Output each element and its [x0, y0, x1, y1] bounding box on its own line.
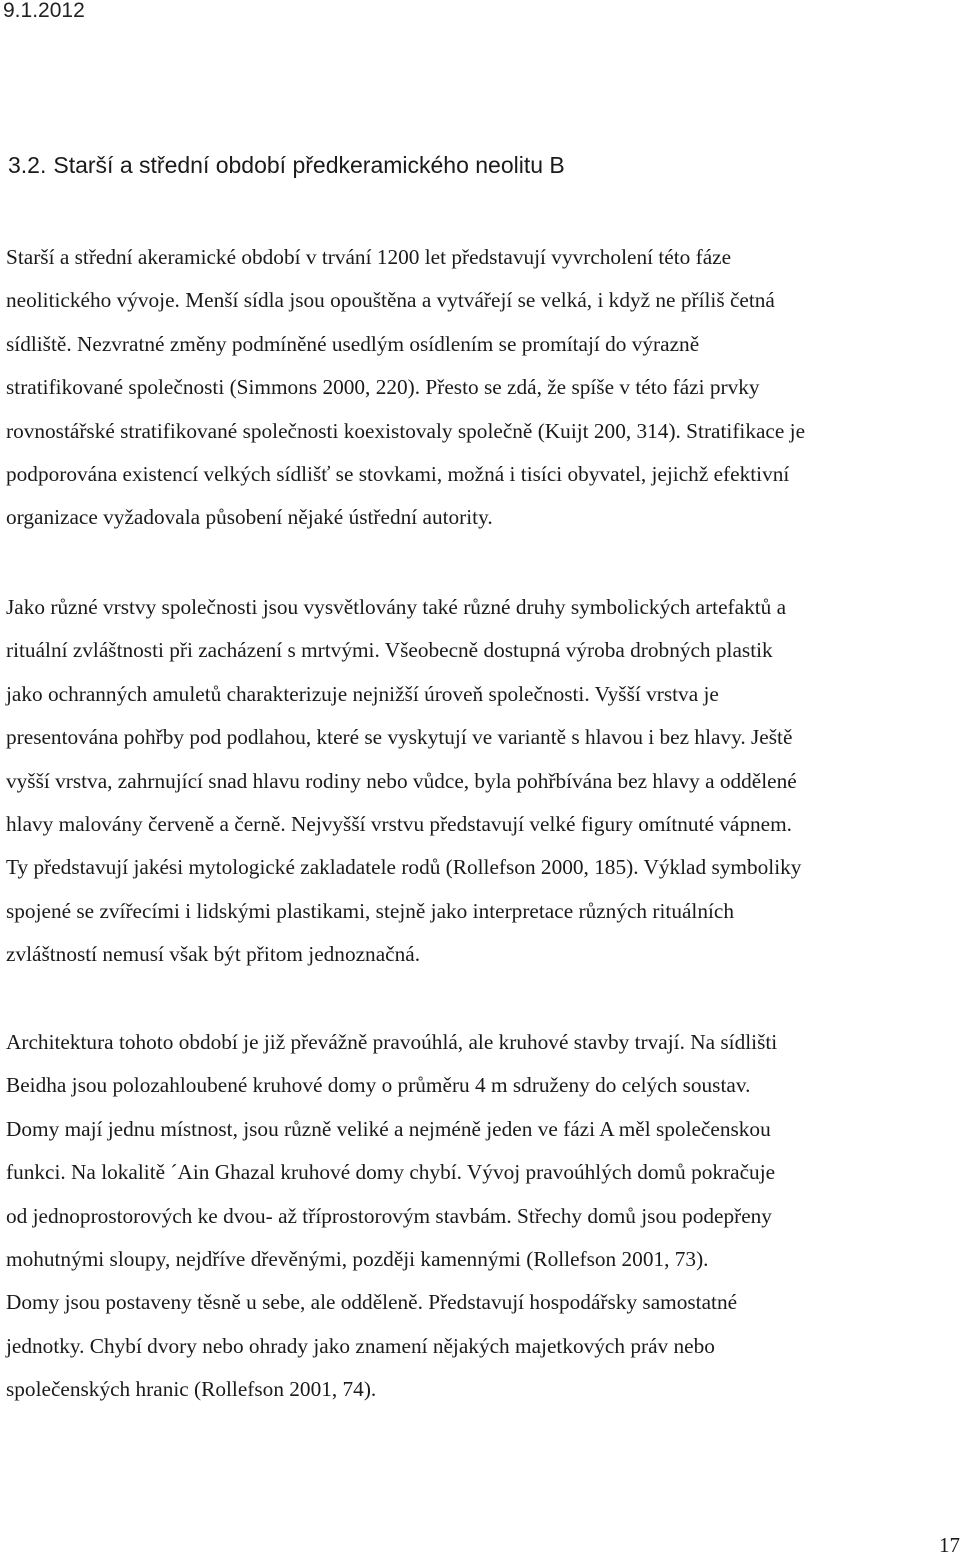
text-line: jako ochranných amuletů charakterizuje nejnižší úroveň společnosti. Vyšší vrstva je: [6, 681, 719, 706]
section-number: 3.2.: [8, 152, 47, 178]
text-line: jednotky. Chybí dvory nebo ohrady jako znamení nějakých majetkových práv nebo: [6, 1333, 715, 1358]
text-line: Domy jsou postaveny těsně u sebe, ale odděleně. Představují hospodářsky samostatné: [6, 1290, 738, 1315]
text-line: podporována existencí velkých sídlišť se stovkami, možná i tisíci obyvatel, jejichž efektivní: [6, 462, 790, 487]
text-line: organizace vyžadovala působení nějaké ústřední autority.: [6, 505, 493, 530]
paragraph-2: [6, 586, 956, 977]
text-line: spojené se zvířecími i lidskými plastikami, stejně jako interpretace různých rituálních: [6, 898, 735, 923]
text-line: od jednoprostorových ke dvou- až tříprostorovým stavbám. Střechy domů jsou podepřeny: [6, 1203, 772, 1228]
document-date: 9.1.2012: [3, 0, 85, 22]
text-line: sídliště. Nezvratné změny podmíněné usedlým osídlením se promítají do výrazně: [6, 331, 700, 356]
text-line: neolitického vývoje. Menší sídla jsou opouštěna a vytvářejí se velká, i když ne příliš četná: [6, 288, 775, 313]
text-line: hlavy malovány červeně a černě. Nejvyšší vrstvu představují velké figury omítnuté vápnem.: [6, 812, 792, 837]
text-line: Architektura tohoto období je již převážně pravoúhlá, ale kruhové stavby trvají. Na sídlišti: [6, 1030, 778, 1054]
text-line: rituální zvláštnosti při zacházení s mrtvými. Všeobecně dostupná výroba drobných plastik: [6, 638, 773, 663]
text-line: zvláštností nemusí však být přitom jednoznačná.: [6, 942, 421, 967]
section-title: Starší a střední období předkeramického neolitu B: [53, 152, 565, 178]
paragraph-3: [6, 1021, 956, 1412]
text-line: vyšší vrstva, zahrnující snad hlavu rodiny nebo vůdce, byla pohřbívána bez hlavy a oddělené: [6, 768, 797, 793]
paragraph-1: [6, 236, 956, 540]
text-line: rovnostářské stratifikované společnosti koexistovaly společně (Kuijt 200, 314). Stratifikace je: [6, 418, 806, 443]
text-line: Beidha jsou polozahloubené kruhové domy o průměru 4 m sdruženy do celých soustav.: [6, 1073, 751, 1098]
text-line: funkci. Na lokalitě ´Ain Ghazal kruhové domy chybí. Vývoj pravoúhlých domů pokračuje: [6, 1160, 776, 1185]
section-heading: [8, 151, 565, 179]
text-line: společenských hranic (Rollefson 2001, 74).: [6, 1377, 377, 1402]
text-line: mohutnými sloupy, nejdříve dřevěnými, později kamennými (Rollefson 2001, 73).: [6, 1247, 709, 1272]
text-line: stratifikované společnosti (Simmons 2000, 220). Přesto se zdá, že spíše v této fázi prvky: [6, 375, 760, 400]
text-line: Jako různé vrstvy společnosti jsou vysvětlovány také různé druhy symbolických artefaktů a: [6, 595, 787, 619]
text-line: Ty představují jakési mytologické zakladatele rodů (Rollefson 2000, 185). Výklad symboliky: [6, 855, 802, 880]
text-line: Domy mají jednu místnost, jsou různě veliké a nejméně jeden ve fázi A měl společenskou: [6, 1116, 771, 1141]
page-number: 17: [939, 1533, 960, 1557]
text-line: presentována pohřby pod podlahou, které se vyskytují ve variantě s hlavou i bez hlavy. Ještě: [6, 725, 793, 750]
text-line: Starší a střední akeramické období v trvání 1200 let představují vyvrcholení této fáze: [6, 245, 732, 269]
